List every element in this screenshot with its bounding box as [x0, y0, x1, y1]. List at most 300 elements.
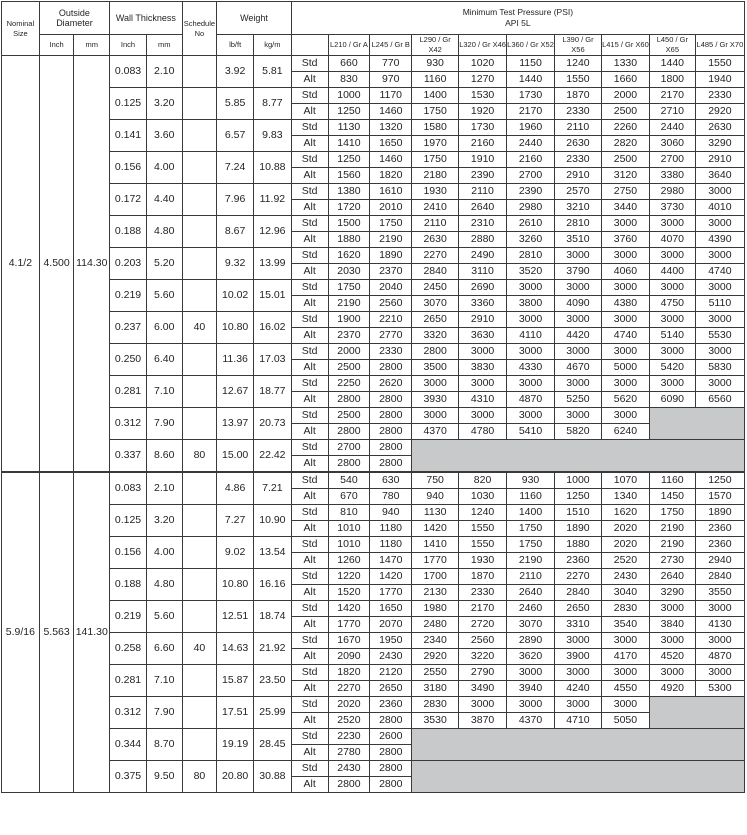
pressure-cell: 2090 [328, 649, 370, 665]
pressure-cell: 670 [328, 489, 370, 505]
pressure-cell: 1620 [328, 248, 370, 264]
pressure-cell: 3000 [507, 665, 555, 681]
weight-lbft-cell: 17.51 [217, 697, 254, 729]
pressure-cell: 1750 [649, 505, 695, 521]
pressure-cell: 2130 [412, 585, 459, 601]
pressure-cell: 2450 [412, 280, 459, 296]
pressure-cell: 1620 [601, 505, 649, 521]
pressure-cell: 2430 [328, 761, 370, 777]
wall-inch-cell: 0.203 [110, 248, 147, 280]
pressure-cell: 3320 [412, 328, 459, 344]
pressure-cell: 3000 [649, 216, 695, 232]
pressure-cell: 2640 [649, 569, 695, 585]
weight-kgm-cell: 23.50 [254, 665, 292, 697]
pressure-cell: 1010 [328, 537, 370, 553]
pressure-cell: 3000 [601, 665, 649, 681]
pressure-cell: 3940 [507, 681, 555, 697]
pressure-cell: 2180 [412, 168, 459, 184]
pressure-cell: 1160 [649, 472, 695, 489]
wall-inch-cell: 0.337 [110, 440, 147, 473]
row-type-label: Alt [291, 713, 328, 729]
pressure-cell: 1170 [370, 88, 412, 104]
pressure-cell: 3210 [555, 200, 602, 216]
na-cell [412, 729, 745, 761]
schedule-cell [182, 152, 217, 184]
pressure-cell: 1770 [370, 585, 412, 601]
pressure-cell: 3550 [695, 585, 744, 601]
pressure-cell: 1920 [459, 104, 507, 120]
row-type-label: Std [291, 505, 328, 521]
weight-lbft-cell: 11.36 [217, 344, 254, 376]
pressure-cell: 4750 [649, 296, 695, 312]
pressure-cell: 1870 [555, 88, 602, 104]
pressure-cell: 1010 [328, 521, 370, 537]
wall-mm-cell: 3.20 [146, 88, 182, 120]
pressure-cell: 1380 [328, 184, 370, 200]
pressure-cell: 1980 [412, 601, 459, 617]
table-row [2, 88, 745, 104]
pressure-cell: 3000 [555, 665, 602, 681]
pressure-cell: 4670 [555, 360, 602, 376]
header-nominal-size: Nominal Size [2, 2, 40, 56]
weight-kgm-cell: 28.45 [254, 729, 292, 761]
pressure-cell: 930 [507, 472, 555, 489]
table-row [2, 697, 745, 713]
pressure-cell: 3000 [555, 376, 602, 392]
schedule-cell [182, 729, 217, 761]
pressure-cell: 1150 [507, 56, 555, 72]
pressure-cell: 2160 [459, 136, 507, 152]
table-row [2, 569, 745, 585]
schedule-cell [182, 88, 217, 120]
pressure-cell: 2790 [459, 665, 507, 681]
pressure-cell: 2800 [370, 713, 412, 729]
pressure-cell: 2330 [370, 344, 412, 360]
pressure-cell: 5300 [695, 681, 744, 697]
pressure-cell: 6560 [695, 392, 744, 408]
pressure-cell: 1270 [459, 72, 507, 88]
pressure-cell: 2730 [649, 553, 695, 569]
pressure-cell: 5000 [601, 360, 649, 376]
pressure-cell: 1420 [412, 521, 459, 537]
pressure-cell: 3060 [649, 136, 695, 152]
pressure-cell: 2890 [507, 633, 555, 649]
schedule-cell [182, 248, 217, 280]
wall-mm-cell: 5.60 [146, 601, 182, 633]
wall-inch-cell: 0.141 [110, 120, 147, 152]
pressure-cell: 3000 [507, 376, 555, 392]
wall-mm-cell: 4.80 [146, 216, 182, 248]
pressure-cell: 1440 [507, 72, 555, 88]
table-row [2, 729, 745, 745]
weight-lbft-cell: 8.67 [217, 216, 254, 248]
row-type-label: Std [291, 88, 328, 104]
pressure-cell: 3000 [507, 408, 555, 424]
row-type-label: Std [291, 537, 328, 553]
pressure-cell: 1550 [695, 56, 744, 72]
pressure-cell: 3000 [695, 665, 744, 681]
pressure-cell: 3000 [695, 344, 744, 360]
pressure-cell: 3000 [601, 216, 649, 232]
pressure-cell: 3000 [555, 408, 602, 424]
pressure-cell: 1750 [507, 537, 555, 553]
wall-inch-cell: 0.083 [110, 56, 147, 88]
weight-lbft-cell: 6.57 [217, 120, 254, 152]
pressure-cell: 1650 [370, 136, 412, 152]
row-type-label: Std [291, 152, 328, 168]
pressure-cell: 4110 [507, 328, 555, 344]
pressure-cell: 2920 [412, 649, 459, 665]
wall-inch-cell: 0.156 [110, 537, 147, 569]
pressure-cell: 1070 [601, 472, 649, 489]
schedule-cell [182, 697, 217, 729]
pressure-cell: 2000 [601, 88, 649, 104]
pressure-cell: 1510 [555, 505, 602, 521]
schedule-cell [182, 408, 217, 440]
row-type-label: Alt [291, 136, 328, 152]
schedule-cell [182, 665, 217, 697]
pressure-cell: 2410 [412, 200, 459, 216]
wall-inch-cell: 0.281 [110, 665, 147, 697]
pressure-cell: 3380 [649, 168, 695, 184]
pressure-cell: 2110 [507, 569, 555, 585]
pressure-cell: 2710 [649, 104, 695, 120]
row-type-label: Alt [291, 489, 328, 505]
weight-kgm-cell: 18.77 [254, 376, 292, 408]
row-type-label: Std [291, 665, 328, 681]
pressure-cell: 1500 [328, 216, 370, 232]
pressure-cell: 1180 [370, 521, 412, 537]
row-type-label: Alt [291, 392, 328, 408]
weight-lbft-cell: 9.32 [217, 248, 254, 280]
header-min-test-pressure [291, 2, 744, 35]
weight-lbft-cell: 7.27 [217, 505, 254, 537]
pressure-cell: 2650 [370, 681, 412, 697]
pressure-cell: 830 [328, 72, 370, 88]
pressure-cell: 1250 [695, 472, 744, 489]
schedule-cell [182, 472, 217, 505]
mtp-title: Minimum Test Pressure (PSI) [462, 7, 574, 17]
pressure-cell: 4870 [695, 649, 744, 665]
pressure-cell: 1130 [328, 120, 370, 136]
pressure-cell: 660 [328, 56, 370, 72]
pressure-cell: 2170 [507, 104, 555, 120]
pressure-cell: 5830 [695, 360, 744, 376]
pressure-cell: 1720 [328, 200, 370, 216]
weight-lbft-cell: 3.92 [217, 56, 254, 88]
wall-inch-cell: 0.281 [110, 376, 147, 408]
row-type-label: Alt [291, 296, 328, 312]
pressure-cell: 2360 [695, 537, 744, 553]
pressure-cell: 2800 [328, 392, 370, 408]
pressure-cell: 2940 [695, 553, 744, 569]
row-type-label: Alt [291, 617, 328, 633]
pressure-cell: 4380 [601, 296, 649, 312]
pressure-cell: 2800 [370, 456, 412, 473]
pressure-cell: 3000 [649, 344, 695, 360]
pressure-cell: 630 [370, 472, 412, 489]
pressure-cell: 3000 [649, 665, 695, 681]
pressure-cell: 2800 [370, 392, 412, 408]
schedule-cell [182, 184, 217, 216]
wall-inch-cell: 0.237 [110, 312, 147, 344]
pressure-cell: 1250 [555, 489, 602, 505]
pressure-cell: 3000 [649, 280, 695, 296]
pressure-cell: 1460 [370, 104, 412, 120]
header-wall-thickness: Wall Thickness [110, 2, 182, 35]
test-pressure-table [1, 1, 745, 793]
wall-mm-cell: 6.00 [146, 312, 182, 344]
pressure-cell: 2620 [370, 376, 412, 392]
wall-inch-cell: 0.250 [110, 344, 147, 376]
pressure-cell: 1650 [370, 601, 412, 617]
pressure-cell: 2560 [459, 633, 507, 649]
wall-mm-cell: 7.10 [146, 665, 182, 697]
table-row [2, 408, 745, 424]
pressure-cell: 2720 [459, 617, 507, 633]
pressure-cell: 1260 [328, 553, 370, 569]
table-row [2, 184, 745, 200]
table-header [2, 2, 745, 56]
table-row [2, 344, 745, 360]
row-type-label: Std [291, 601, 328, 617]
weight-kgm-cell: 10.88 [254, 152, 292, 184]
wall-mm-cell: 3.60 [146, 120, 182, 152]
wall-inch-cell: 0.312 [110, 408, 147, 440]
pressure-cell: 1700 [412, 569, 459, 585]
pressure-cell: 2630 [555, 136, 602, 152]
pressure-cell: 1890 [370, 248, 412, 264]
pressure-cell: 2040 [370, 280, 412, 296]
row-type-label: Alt [291, 424, 328, 440]
pressure-cell: 3490 [459, 681, 507, 697]
wall-mm-cell: 4.00 [146, 537, 182, 569]
pressure-cell: 2610 [507, 216, 555, 232]
pressure-cell: 3000 [459, 344, 507, 360]
pressure-cell: 2820 [601, 136, 649, 152]
header-grade: L390 / Gr X56 [555, 35, 602, 56]
pressure-cell: 1240 [555, 56, 602, 72]
pressure-cell: 2020 [328, 697, 370, 713]
table-row [2, 537, 745, 553]
pressure-cell: 2980 [507, 200, 555, 216]
pressure-cell: 2070 [370, 617, 412, 633]
pressure-cell: 2020 [601, 521, 649, 537]
weight-lbft-cell: 10.02 [217, 280, 254, 312]
row-type-label: Std [291, 184, 328, 200]
weight-kgm-cell: 18.74 [254, 601, 292, 633]
pressure-cell: 940 [370, 505, 412, 521]
pressure-cell: 2310 [459, 216, 507, 232]
na-cell [412, 440, 745, 473]
pressure-cell: 4370 [507, 713, 555, 729]
wall-mm-cell: 6.60 [146, 633, 182, 665]
row-type-label: Alt [291, 745, 328, 761]
pressure-cell: 2110 [412, 216, 459, 232]
pressure-cell: 1930 [459, 553, 507, 569]
wall-inch-cell: 0.219 [110, 601, 147, 633]
pressure-cell: 2840 [695, 569, 744, 585]
table-row [2, 280, 745, 296]
pressure-cell: 3290 [695, 136, 744, 152]
pressure-cell: 2440 [507, 136, 555, 152]
pressure-cell: 1880 [328, 232, 370, 248]
pressure-cell: 3760 [601, 232, 649, 248]
pressure-cell: 3900 [555, 649, 602, 665]
wall-mm-cell: 7.90 [146, 408, 182, 440]
pressure-cell: 2640 [507, 585, 555, 601]
pressure-cell: 2260 [601, 120, 649, 136]
table-row [2, 56, 745, 72]
schedule-cell: 40 [182, 312, 217, 344]
pressure-cell: 3110 [459, 264, 507, 280]
pressure-cell: 780 [370, 489, 412, 505]
pressure-cell: 4170 [601, 649, 649, 665]
pressure-cell: 2800 [370, 424, 412, 440]
pressure-cell: 1730 [507, 88, 555, 104]
pressure-cell: 4070 [649, 232, 695, 248]
header-wt-inch: Inch [110, 35, 147, 56]
weight-lbft-cell: 15.87 [217, 665, 254, 697]
pressure-cell: 3510 [555, 232, 602, 248]
pressure-cell: 540 [328, 472, 370, 489]
pressure-cell: 1770 [412, 553, 459, 569]
pressure-cell: 770 [370, 56, 412, 72]
schedule-cell [182, 120, 217, 152]
pressure-cell: 4240 [555, 681, 602, 697]
pressure-cell: 1880 [555, 537, 602, 553]
pressure-cell: 1220 [328, 569, 370, 585]
pressure-cell: 2480 [412, 617, 459, 633]
pressure-cell: 1420 [328, 601, 370, 617]
pressure-cell: 3800 [507, 296, 555, 312]
pressure-cell: 3730 [649, 200, 695, 216]
pressure-cell: 2230 [328, 729, 370, 745]
weight-lbft-cell: 7.96 [217, 184, 254, 216]
pressure-cell: 2500 [328, 408, 370, 424]
pressure-cell: 3540 [601, 617, 649, 633]
pressure-cell: 4130 [695, 617, 744, 633]
pressure-cell: 2330 [555, 104, 602, 120]
wall-inch-cell: 0.125 [110, 88, 147, 120]
pressure-cell: 2120 [370, 665, 412, 681]
pressure-cell: 1750 [328, 280, 370, 296]
pressure-cell: 3640 [695, 168, 744, 184]
row-type-label: Alt [291, 72, 328, 88]
pressure-cell: 3000 [459, 408, 507, 424]
row-type-label: Std [291, 633, 328, 649]
row-type-label: Alt [291, 456, 328, 473]
weight-kgm-cell: 12.96 [254, 216, 292, 248]
pressure-cell: 2570 [555, 184, 602, 200]
pressure-cell: 3260 [507, 232, 555, 248]
pressure-cell: 1450 [649, 489, 695, 505]
pressure-cell: 3220 [459, 649, 507, 665]
pressure-cell: 1730 [459, 120, 507, 136]
pressure-cell: 1330 [601, 56, 649, 72]
header-od-mm: mm [74, 35, 110, 56]
table-row [2, 312, 745, 328]
pressure-cell: 3840 [649, 617, 695, 633]
weight-kgm-cell: 21.92 [254, 633, 292, 665]
od-mm-cell: 141.30 [74, 472, 110, 793]
row-type-label: Std [291, 280, 328, 296]
wall-mm-cell: 5.20 [146, 248, 182, 280]
weight-lbft-cell: 9.02 [217, 537, 254, 569]
row-type-label: Std [291, 697, 328, 713]
weight-kgm-cell: 13.99 [254, 248, 292, 280]
row-type-label: Alt [291, 232, 328, 248]
pressure-cell: 1030 [459, 489, 507, 505]
pressure-cell: 6090 [649, 392, 695, 408]
pressure-cell: 970 [370, 72, 412, 88]
pressure-cell: 1900 [328, 312, 370, 328]
weight-lbft-cell: 12.51 [217, 601, 254, 633]
header-weight-lbft: lb/ft [217, 35, 254, 56]
pressure-cell: 2360 [695, 521, 744, 537]
wall-mm-cell: 4.40 [146, 184, 182, 216]
pressure-cell: 1160 [412, 72, 459, 88]
pressure-cell: 1820 [328, 665, 370, 681]
wall-inch-cell: 0.125 [110, 505, 147, 537]
pressure-cell: 3000 [695, 216, 744, 232]
row-type-label: Alt [291, 777, 328, 793]
pressure-cell: 3000 [695, 601, 744, 617]
pressure-cell: 3000 [649, 601, 695, 617]
pressure-cell: 3000 [507, 312, 555, 328]
weight-kgm-cell: 5.81 [254, 56, 292, 88]
wall-mm-cell: 6.40 [146, 344, 182, 376]
pressure-cell: 2520 [601, 553, 649, 569]
pressure-cell: 2270 [412, 248, 459, 264]
pressure-cell: 2360 [370, 697, 412, 713]
pressure-cell: 4400 [649, 264, 695, 280]
table-row [2, 601, 745, 617]
pressure-cell: 3000 [507, 697, 555, 713]
pressure-cell: 2800 [370, 777, 412, 793]
pressure-cell: 3000 [412, 376, 459, 392]
row-type-label: Alt [291, 104, 328, 120]
pressure-cell: 940 [412, 489, 459, 505]
pressure-cell: 2810 [507, 248, 555, 264]
pressure-cell: 3310 [555, 617, 602, 633]
pressure-cell: 3000 [601, 344, 649, 360]
pressure-cell: 3000 [601, 280, 649, 296]
pressure-cell: 2800 [328, 777, 370, 793]
pressure-cell: 4870 [507, 392, 555, 408]
pressure-cell: 1550 [459, 521, 507, 537]
row-type-label: Std [291, 569, 328, 585]
pressure-cell: 1400 [507, 505, 555, 521]
pressure-cell: 5620 [601, 392, 649, 408]
pressure-cell: 1320 [370, 120, 412, 136]
pressure-cell: 3000 [695, 280, 744, 296]
pressure-cell: 2700 [649, 152, 695, 168]
row-type-label: Std [291, 344, 328, 360]
header-weight: Weight [217, 2, 292, 35]
header-row-type [291, 35, 328, 56]
pressure-cell: 3500 [412, 360, 459, 376]
schedule-cell: 40 [182, 633, 217, 665]
pressure-cell: 5410 [507, 424, 555, 440]
pressure-cell: 2160 [507, 152, 555, 168]
pressure-cell: 2750 [601, 184, 649, 200]
pressure-cell: 2800 [328, 424, 370, 440]
pressure-cell: 2500 [601, 152, 649, 168]
weight-kgm-cell: 13.54 [254, 537, 292, 569]
pressure-cell: 2630 [695, 120, 744, 136]
pressure-cell: 2830 [412, 697, 459, 713]
